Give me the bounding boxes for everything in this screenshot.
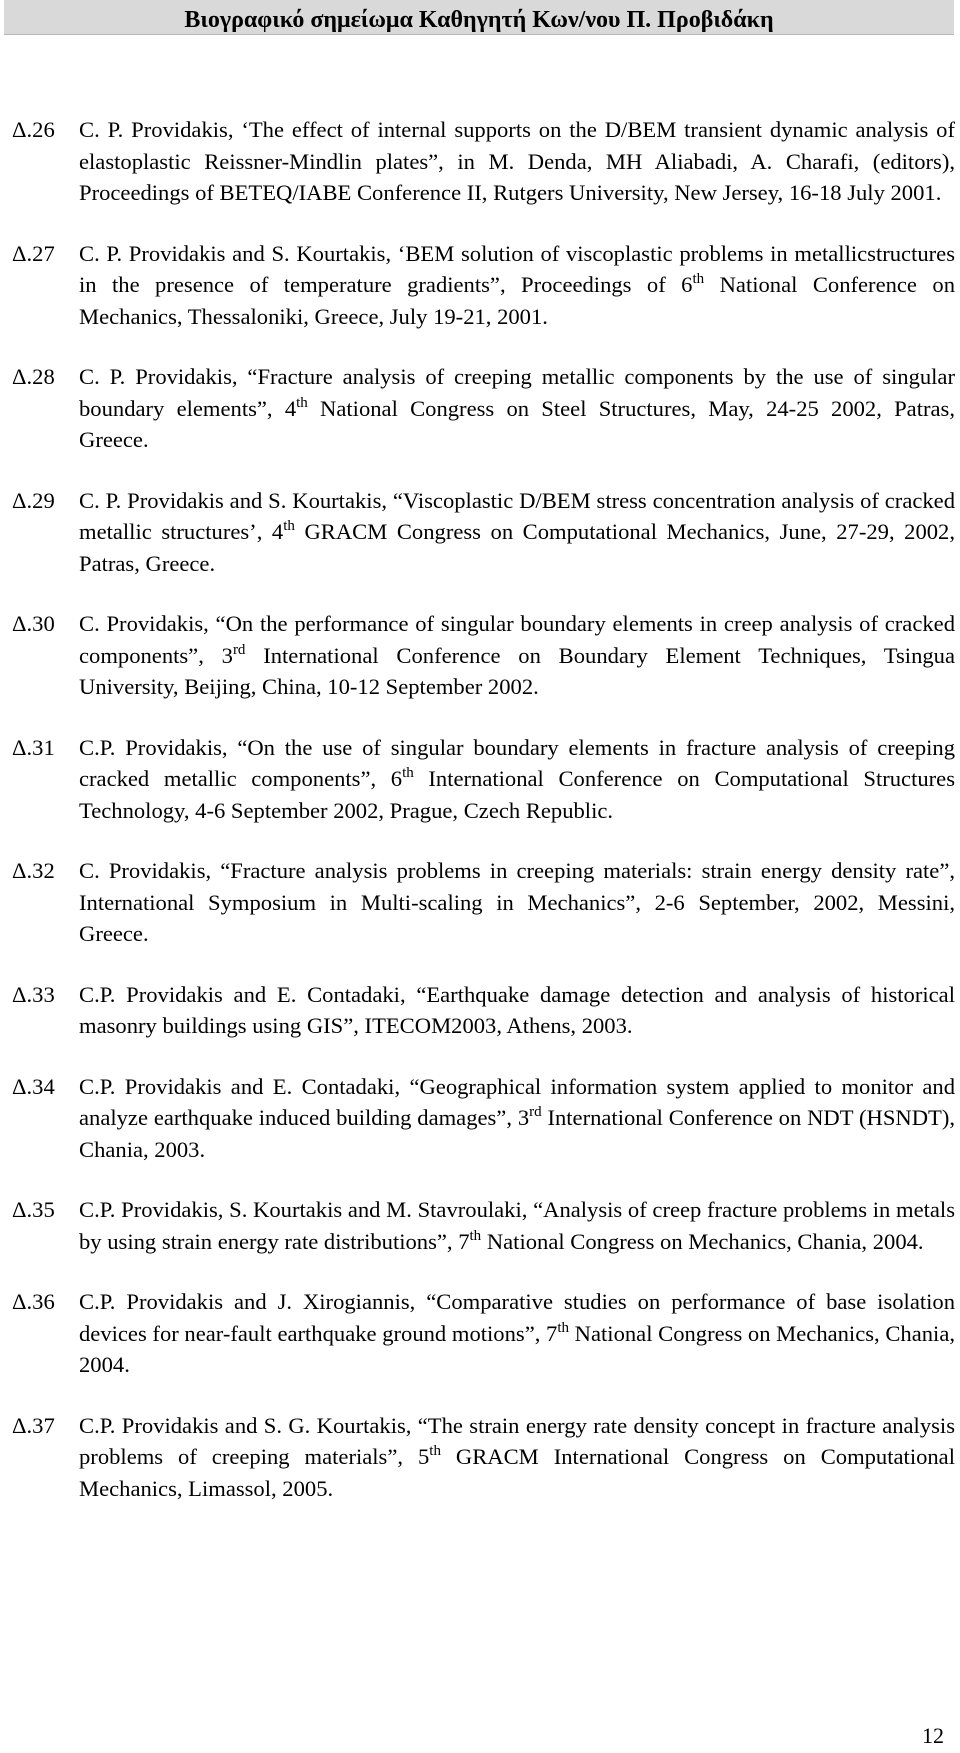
publication-entry bbox=[0, 855, 960, 950]
citation-text: C.P. Providakis and E. Contadaki, “Geographical information system applied to monitor and analyze earthquake induced building damages”, 3 bbox=[79, 1073, 955, 1130]
citation-text: GRACM International Congress on Computational Mechanics, Limassol, 2005. bbox=[79, 1444, 955, 1501]
citation-text: C. Providakis, “Fracture analysis problems in creeping materials: strain energy density rate”, International Symposium in Multi-scaling in Mechanics”, 2-6 September, 2002, Messini, Greece. bbox=[79, 858, 955, 946]
publication-list bbox=[0, 114, 960, 1533]
entry-number: Δ.27 bbox=[12, 240, 55, 266]
publication-entry bbox=[0, 1194, 960, 1257]
entry-citation bbox=[79, 1410, 955, 1505]
publication-entry bbox=[0, 608, 960, 703]
publication-entry bbox=[0, 238, 960, 333]
citation-text: International Conference on NDT (HSNDT), Chania, 2003. bbox=[79, 1105, 955, 1162]
citation-text: C. P. Providakis, ‘The effect of internal supports on the D/BEM transient dynamic analysis of elastoplastic Reissner-Mindlin plates”, in M. Denda, MH Aliabadi, A. Charafi, (editors), Proceedings of BETEQ/IABE Conference II, Rutgers University, New Jersey, 16-18 July 2001. bbox=[79, 117, 955, 205]
publication-entry bbox=[0, 732, 960, 827]
entry-citation bbox=[79, 238, 955, 333]
publication-entry bbox=[0, 1071, 960, 1166]
citation-text: C.P. Providakis and J. Xirogiannis, “Comparative studies on performance of base isolation devices for near-fault earthquake ground motions”, 7 bbox=[79, 1289, 955, 1346]
page-header bbox=[4, 0, 954, 35]
entry-citation bbox=[79, 361, 955, 456]
ordinal-suffix: rd bbox=[232, 641, 246, 658]
entry-number: Δ.35 bbox=[12, 1197, 55, 1222]
publication-entry bbox=[0, 979, 960, 1042]
publication-entry bbox=[0, 361, 960, 456]
entry-citation bbox=[79, 855, 955, 950]
entry-citation bbox=[79, 1071, 955, 1166]
page-number: 12 bbox=[922, 1723, 944, 1748]
entry-number: Δ.28 bbox=[12, 364, 55, 389]
publication-entry bbox=[0, 1410, 960, 1505]
entry-citation bbox=[79, 485, 955, 580]
entry-number: Δ.30 bbox=[12, 611, 55, 636]
citation-text: C. P. Providakis and S. Kourtakis, “Viscoplastic D/BEM stress concentration analysis of cracked metallic structures’, 4 bbox=[79, 487, 955, 544]
citation-text: International Conference on Boundary Element Techniques, Tsingua University, Beijing, China, 10-12 September 2002. bbox=[79, 642, 955, 699]
entry-citation bbox=[79, 1286, 955, 1381]
citation-text: C. Providakis, “On the performance of singular boundary elements in creep analysis of cracked components”, 3 bbox=[79, 611, 955, 668]
ordinal-suffix: th bbox=[557, 1319, 570, 1336]
ordinal-suffix: th bbox=[469, 1227, 482, 1244]
ordinal-suffix: rd bbox=[529, 1104, 542, 1120]
citation-text: National Congress on Steel Structures, May, 24-25 2002, Patras, Greece. bbox=[79, 395, 955, 452]
citation-text: National Congress on Mechanics, Chania, 2004. bbox=[79, 1320, 955, 1377]
ordinal-suffix: th bbox=[296, 394, 308, 411]
publication-entry bbox=[0, 1286, 960, 1381]
entry-number: Δ.34 bbox=[12, 1073, 55, 1099]
ordinal-suffix: th bbox=[429, 1443, 441, 1459]
header-title: Βιογραφικό σημείωμα Καθηγητή Κων/νου Π. Προβιδάκη bbox=[184, 7, 774, 33]
citation-text: National Conference on Mechanics, Thessaloniki, Greece, July 19-21, 2001. bbox=[79, 272, 955, 329]
entry-citation bbox=[79, 732, 955, 827]
entry-number: Δ.32 bbox=[12, 858, 55, 883]
citation-text: International Conference on Computational Structures Technology, 4-6 September 2002, Prague, Czech Republic. bbox=[79, 766, 955, 823]
entry-number: Δ.37 bbox=[12, 1412, 55, 1438]
entry-number: Δ.26 bbox=[12, 117, 55, 142]
citation-text: C.P. Providakis, “On the use of singular boundary elements in fracture analysis of creeping cracked metallic components”, 6 bbox=[79, 734, 955, 791]
entry-number: Δ.33 bbox=[12, 981, 55, 1007]
publication-entry bbox=[0, 485, 960, 580]
entry-number: Δ.31 bbox=[12, 734, 55, 760]
citation-text: C.P. Providakis and E. Contadaki, “Earthquake damage detection and analysis of historical masonry buildings using GIS”, ITECOM2003, Athens, 2003. bbox=[79, 981, 955, 1038]
citation-text: GRACM Congress on Computational Mechanics, June, 27-29, 2002, Patras, Greece. bbox=[79, 519, 955, 576]
citation-text: C. P. Providakis, “Fracture analysis of creeping metallic components by the use of singular boundary elements”, 4 bbox=[79, 364, 955, 421]
entry-citation bbox=[79, 979, 955, 1042]
entry-number: Δ.29 bbox=[12, 487, 55, 513]
entry-citation bbox=[79, 1194, 955, 1257]
entry-citation bbox=[79, 608, 955, 703]
ordinal-suffix: th bbox=[402, 765, 414, 781]
citation-text: C.P. Providakis, S. Kourtakis and M. Stavroulaki, “Analysis of creep fracture problems in metals by using strain energy rate distributions”, 7 bbox=[79, 1197, 955, 1254]
citation-text: C.P. Providakis and S. G. Kourtakis, “The strain energy rate density concept in fracture analysis problems of creeping materials”, 5 bbox=[79, 1412, 955, 1469]
entry-citation bbox=[79, 114, 955, 209]
ordinal-suffix: th bbox=[283, 518, 295, 534]
citation-text: C. P. Providakis and S. Kourtakis, ‘BEM solution of viscoplastic problems in metallicstructures in the presence of temperature gradients”, Proceedings of 6 bbox=[79, 240, 955, 297]
ordinal-suffix: th bbox=[692, 271, 705, 287]
citation-text: National Congress on Mechanics, Chania, 2004. bbox=[481, 1228, 924, 1254]
entry-number: Δ.36 bbox=[12, 1289, 55, 1314]
publication-entry bbox=[0, 114, 960, 209]
